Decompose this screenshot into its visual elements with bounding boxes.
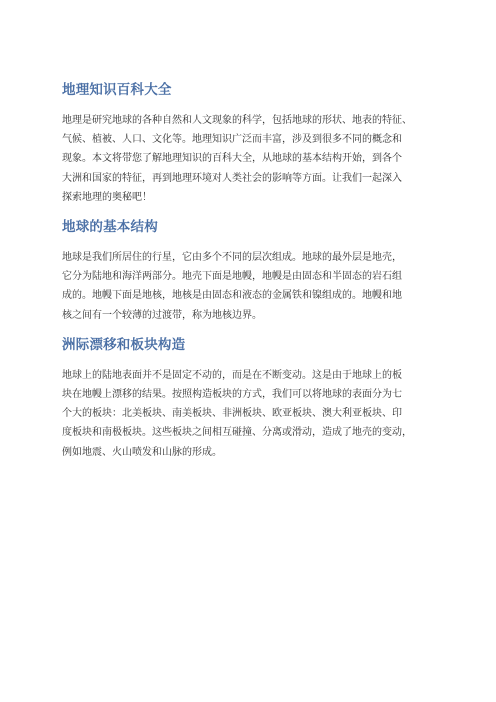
paragraph-line: 个大的板块：北美板块、南美板块、非洲板块、欧亚板块、澳大利亚板块、印 (62, 408, 402, 420)
paragraph-line: 地理是研究地球的各种自然和人文现象的科学，包括地球的形状、地表的特征、 (62, 115, 412, 126)
paragraph-line: 例如地震、火山喷发和山脉的形成。 (62, 446, 222, 458)
paragraph-line: 它分为陆地和海洋两部分。地壳下面是地幔，地幔是由固态和半固态的岩石组 (62, 271, 402, 283)
section-paragraph-plate-tectonics (62, 366, 442, 462)
section-heading-plate-tectonics: 洲际漂移和板块构造 (62, 336, 186, 353)
section-paragraph-earth-structure (62, 248, 442, 325)
paragraph-line: 气候、植被、人口、文化等。地理知识广泛而丰富，涉及到很多不同的概念和 (62, 134, 402, 146)
document-title: 地理知识百科大全 (62, 82, 172, 98)
document-body (62, 80, 442, 462)
paragraph-line: 大洲和国家的特征，再到地理环境对人类社会的影响等方面。让我们一起深入 (62, 172, 402, 184)
paragraph-line: 探索地理的奥秘吧！ (62, 191, 152, 203)
paragraph-line: 成的。地幔下面是地核，地核是由固态和液态的金属铁和镍组成的。地幔和地 (62, 290, 402, 302)
paragraph-line: 核之间有一个较薄的过渡带，称为地核边界。 (62, 309, 262, 321)
paragraph-line: 块在地幔上漂移的结果。按照构造板块的方式，我们可以将地球的表面分为七 (62, 389, 402, 401)
paragraph-line: 现象。本文将带您了解地理知识的百科大全，从地球的基本结构开始，到各个 (62, 153, 402, 165)
paragraph-line: 地球是我们所居住的行星，它由多个不同的层次组成。地球的最外层是地壳， (62, 252, 402, 264)
paragraph-line: 地球上的陆地表面并不是固定不动的，而是在不断变动。这是由于地球上的板 (62, 369, 402, 381)
paragraph-line: 度板块和南极板块。这些板块之间相互碰撞、分离或滑动，造成了地壳的变动， (62, 427, 412, 439)
intro-paragraph (62, 111, 442, 207)
section-heading-earth-structure: 地球的基本结构 (62, 219, 158, 236)
